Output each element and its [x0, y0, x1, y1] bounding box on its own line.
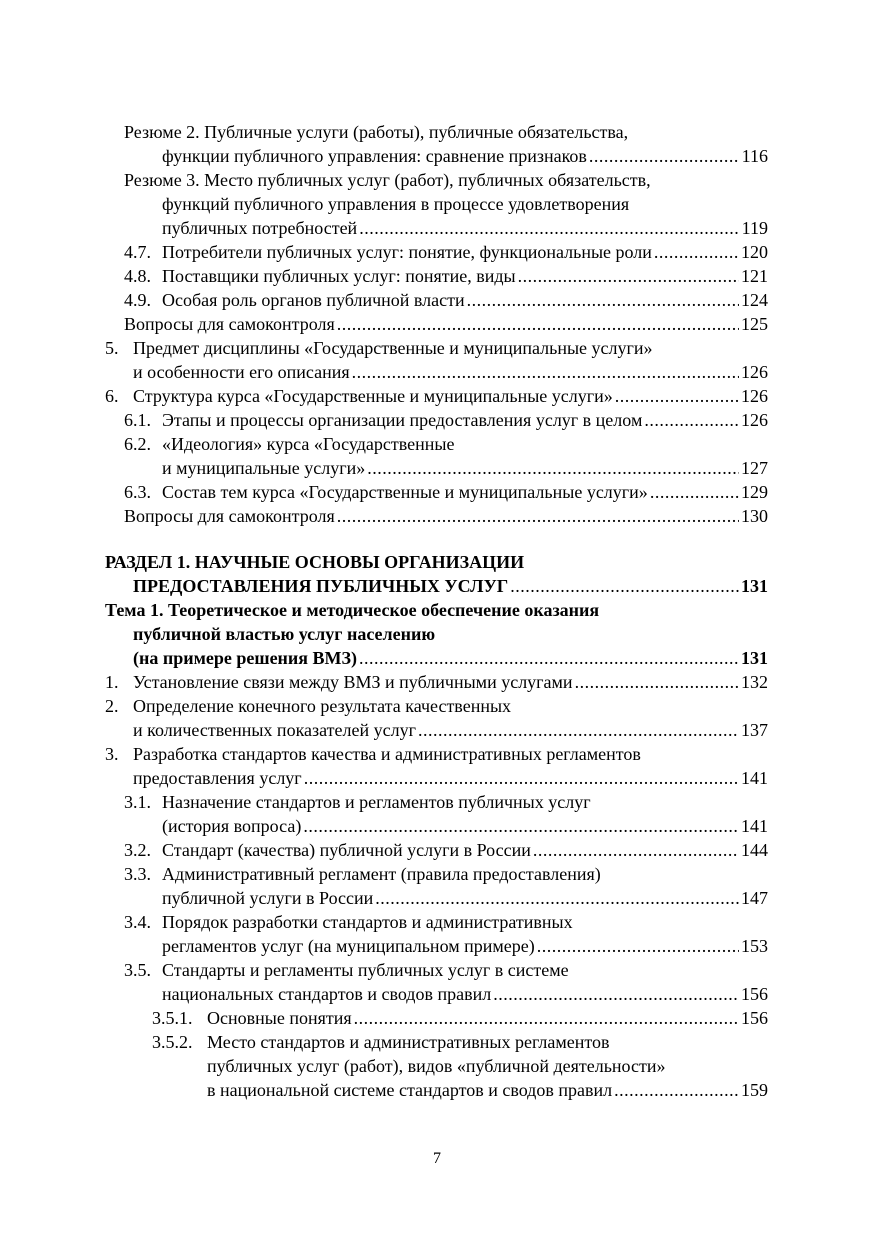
toc-entry-title: Резюме 3. Место публичных услуг (работ), публичных обязательств,	[124, 170, 651, 190]
toc-entry-title: (история вопроса)	[162, 816, 302, 836]
toc-entry-title: предоставления услуг	[133, 768, 302, 788]
dot-leader	[518, 264, 739, 288]
toc-entry[interactable]	[162, 456, 768, 480]
toc-entry-title: Вопросы для самоконтроля	[124, 506, 335, 526]
toc-page-number: 126	[741, 362, 768, 382]
toc-page-number: 156	[741, 984, 768, 1004]
toc-entry-title: Определение конечного результата качественных	[133, 696, 512, 716]
toc-entry[interactable]	[162, 838, 768, 862]
toc-page-number: 144	[741, 840, 768, 860]
toc-entry-number: 3.5.2.	[152, 1032, 193, 1052]
dot-leader	[589, 144, 740, 168]
toc-entry-title: функций публичного управления в процессе удовлетворения	[162, 194, 630, 214]
toc-entry[interactable]	[207, 1078, 768, 1102]
dot-leader	[303, 814, 739, 838]
toc-entry-number: 5.	[105, 338, 119, 358]
toc-page-number: 129	[741, 482, 768, 502]
toc-entry-title: Вопросы для самоконтроля	[124, 314, 335, 334]
dot-leader	[359, 216, 739, 240]
toc-entry-title: публичной властью услуг населению	[133, 624, 436, 644]
toc-entry-title: (на примере решения ВМЗ)	[133, 648, 358, 668]
toc-entry[interactable]	[124, 312, 768, 336]
dot-leader	[493, 982, 739, 1006]
toc-entry-number: 2.	[105, 696, 119, 716]
toc-entry-number: 4.9.	[124, 290, 151, 310]
toc-entry-title: Стандарт (качества) публичной услуги в России	[162, 840, 531, 860]
toc-entry-number: 3.4.	[124, 912, 151, 932]
toc-page-number: 126	[741, 410, 768, 430]
dot-leader	[654, 240, 739, 264]
toc-entry-title: Состав тем курса «Государственные и муниципальные услуги»	[162, 482, 648, 502]
toc-entry-number: 3.1.	[124, 792, 151, 812]
toc-entry-title: Структура курса «Государственные и муниципальные услуги»	[133, 386, 613, 406]
toc-entry-title: в национальной системе стандартов и сводов правил	[207, 1080, 613, 1100]
toc-entry-number: 3.3.	[124, 864, 151, 884]
toc-entry[interactable]	[162, 480, 768, 504]
toc-entry[interactable]	[133, 646, 768, 670]
toc-entry-number: 1.	[105, 672, 119, 692]
dot-leader	[467, 288, 739, 312]
toc-entry-title: и муниципальные услуги»	[162, 458, 366, 478]
toc-entry-title: «Идеология» курса «Государственные	[162, 434, 455, 454]
page-number: 7	[433, 1150, 441, 1167]
dot-leader	[359, 646, 739, 670]
dot-leader	[375, 886, 739, 910]
toc-entry[interactable]	[162, 264, 768, 288]
dot-leader	[615, 384, 739, 408]
toc-entry[interactable]	[162, 240, 768, 264]
toc-page-number: 130	[741, 506, 768, 526]
toc-entry-title: публичных потребностей	[162, 218, 358, 238]
toc-entry-title: Основные понятия	[207, 1008, 352, 1028]
toc-entry-title: Место стандартов и административных регламентов	[207, 1032, 610, 1052]
dot-leader	[418, 718, 739, 742]
toc-page-number: 116	[741, 146, 768, 166]
dot-leader	[352, 360, 739, 384]
toc-entry-title: Порядок разработки стандартов и административных	[162, 912, 573, 932]
toc-entry-title: функции публичного управления: сравнение признаков	[162, 146, 587, 166]
toc-entry-title: Этапы и процессы организации предоставления услуг в целом	[162, 410, 643, 430]
toc-entry-title: Установление связи между ВМЗ и публичными услугами	[133, 672, 573, 692]
toc-entry[interactable]	[162, 408, 768, 432]
toc-entry-title: регламентов услуг (на муниципальном примере)	[162, 936, 535, 956]
toc-entry-number: 4.8.	[124, 266, 151, 286]
toc-entry[interactable]	[162, 934, 768, 958]
toc-page-number: 126	[741, 386, 768, 406]
toc-entry-title: национальных стандартов и сводов правил	[162, 984, 492, 1004]
toc-page-number: 132	[741, 672, 768, 692]
toc-entry-title: ПРЕДОСТАВЛЕНИЯ ПУБЛИЧНЫХ УСЛУГ	[133, 576, 509, 596]
toc-entry-number: 3.	[105, 744, 119, 764]
dot-leader	[510, 574, 739, 598]
toc-entry-number: 6.1.	[124, 410, 151, 430]
toc-entry[interactable]	[162, 288, 768, 312]
toc-page-number: 119	[741, 218, 768, 238]
toc-entry-number: 6.3.	[124, 482, 151, 502]
toc-entry[interactable]	[162, 216, 768, 240]
toc-entry-title: и особенности его описания	[133, 362, 350, 382]
toc-entry-title: Предмет дисциплины «Государственные и муниципальные услуги»	[133, 338, 653, 358]
toc-page-number: 137	[741, 720, 768, 740]
toc-entry[interactable]	[133, 360, 768, 384]
toc-page-number: 147	[741, 888, 768, 908]
toc-entry[interactable]	[133, 384, 768, 408]
dot-leader	[650, 480, 739, 504]
toc-entry-number: 6.	[105, 386, 119, 406]
dot-leader	[614, 1078, 739, 1102]
toc-page-number: 159	[741, 1080, 768, 1100]
toc-page-number: 124	[741, 290, 768, 310]
dot-leader	[367, 456, 739, 480]
toc-entry-title: публичных услуг (работ), видов «публичной деятельности»	[207, 1056, 666, 1076]
toc-entry[interactable]	[133, 574, 768, 598]
dot-leader	[644, 408, 739, 432]
toc-entry[interactable]	[133, 766, 768, 790]
toc-entry-title: публичной услуги в России	[162, 888, 374, 908]
toc-page-number: 131	[741, 576, 768, 596]
toc-entry-number: 3.2.	[124, 840, 151, 860]
toc-page-number: 153	[741, 936, 768, 956]
toc-page-number: 125	[741, 314, 768, 334]
toc-page-number: 121	[741, 266, 768, 286]
dot-leader	[304, 766, 739, 790]
toc-entry-title: РАЗДЕЛ 1. НАУЧНЫЕ ОСНОВЫ ОРГАНИЗАЦИИ	[105, 552, 525, 572]
toc-entry[interactable]	[162, 144, 768, 168]
toc-entry-title: Поставщики публичных услуг: понятие, виды	[162, 266, 516, 286]
toc-entry-number: 4.7.	[124, 242, 151, 262]
dot-leader	[354, 1006, 739, 1030]
toc-entry-title: Потребители публичных услуг: понятие, функциональные роли	[162, 242, 652, 262]
toc-page-number: 131	[741, 648, 768, 668]
toc-entry-number: 3.5.	[124, 960, 151, 980]
toc-entry[interactable]	[207, 1006, 768, 1030]
toc-page-number: 141	[741, 768, 768, 788]
toc-entry[interactable]	[133, 718, 768, 742]
toc-entry-title: Резюме 2. Публичные услуги (работы), публичные обязательства,	[124, 122, 629, 142]
dot-leader	[337, 312, 739, 336]
toc-page-number: 141	[741, 816, 768, 836]
toc-page-number: 127	[741, 458, 768, 478]
toc-entry-title: Тема 1. Теоретическое и методическое обеспечение оказания	[105, 600, 600, 620]
toc-entry[interactable]	[162, 814, 768, 838]
toc-entry[interactable]	[162, 886, 768, 910]
dot-leader	[337, 504, 739, 528]
dot-leader	[575, 670, 739, 694]
toc-entry-title: Особая роль органов публичной власти	[162, 290, 465, 310]
toc-entry-number: 6.2.	[124, 434, 151, 454]
toc-entry-title: Назначение стандартов и регламентов публичных услуг	[162, 792, 591, 812]
toc-page-number: 156	[741, 1008, 768, 1028]
toc-entry-title: Административный регламент (правила предоставления)	[162, 864, 601, 884]
toc-entry-number: 3.5.1.	[152, 1008, 193, 1028]
toc-entry[interactable]	[133, 670, 768, 694]
toc-page-number: 120	[741, 242, 768, 262]
toc-entry-title: Стандарты и регламенты публичных услуг в системе	[162, 960, 569, 980]
toc-entry-title: и количественных показателей услуг	[133, 720, 416, 740]
toc-entry[interactable]	[124, 504, 768, 528]
toc-entry[interactable]	[162, 982, 768, 1006]
dot-leader	[537, 934, 739, 958]
dot-leader	[533, 838, 739, 862]
toc-entry-title: Разработка стандартов качества и административных регламентов	[133, 744, 641, 764]
